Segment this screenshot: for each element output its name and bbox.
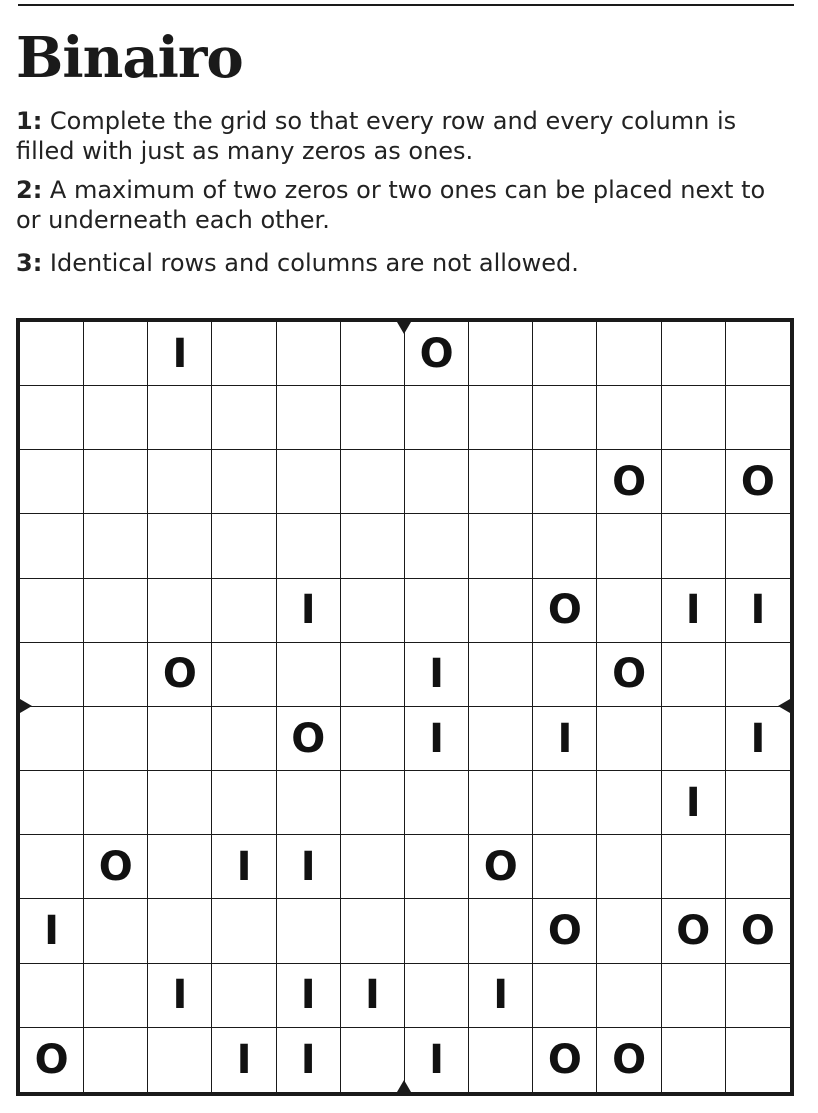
grid-cell[interactable] xyxy=(20,707,84,771)
grid-cell[interactable]: I xyxy=(277,1028,341,1092)
grid-cell[interactable] xyxy=(533,322,597,386)
grid-cell[interactable] xyxy=(341,771,405,835)
grid-cell[interactable] xyxy=(533,643,597,707)
grid-cell[interactable] xyxy=(277,643,341,707)
grid-cell[interactable] xyxy=(277,514,341,578)
grid-cell[interactable] xyxy=(148,386,212,450)
grid-cell[interactable] xyxy=(662,835,726,899)
grid-cell[interactable]: I xyxy=(533,707,597,771)
grid-cell[interactable]: O xyxy=(469,835,533,899)
grid-cell[interactable] xyxy=(597,899,661,963)
grid-cell[interactable] xyxy=(597,964,661,1028)
grid-cell[interactable]: I xyxy=(212,1028,276,1092)
grid-cell[interactable] xyxy=(212,514,276,578)
grid-cell[interactable]: I xyxy=(20,899,84,963)
grid-cell[interactable] xyxy=(277,771,341,835)
grid-cell[interactable] xyxy=(148,771,212,835)
grid-cell[interactable] xyxy=(469,899,533,963)
grid-cell[interactable] xyxy=(405,899,469,963)
grid-cell[interactable] xyxy=(341,386,405,450)
grid-cell[interactable]: O xyxy=(597,450,661,514)
grid-cell[interactable] xyxy=(469,643,533,707)
grid-cell[interactable]: O xyxy=(533,1028,597,1092)
grid-cell[interactable] xyxy=(84,771,148,835)
grid-cell[interactable] xyxy=(469,514,533,578)
grid-cell[interactable] xyxy=(212,643,276,707)
grid-cell[interactable] xyxy=(469,771,533,835)
grid-cell[interactable]: O xyxy=(84,835,148,899)
grid-cell[interactable] xyxy=(20,450,84,514)
grid-cell[interactable] xyxy=(84,707,148,771)
grid-cell[interactable]: O xyxy=(533,579,597,643)
puzzle-grid xyxy=(16,318,794,1096)
grid-cell[interactable] xyxy=(726,514,790,578)
grid-cell[interactable] xyxy=(341,707,405,771)
grid-cell[interactable] xyxy=(726,1028,790,1092)
rule-number: 3: xyxy=(16,249,43,277)
grid-cell[interactable] xyxy=(212,386,276,450)
grid-cell[interactable] xyxy=(597,322,661,386)
puzzle-title: Binairo xyxy=(16,25,243,91)
grid-cell[interactable] xyxy=(533,835,597,899)
grid-cell[interactable] xyxy=(597,835,661,899)
grid-cell[interactable] xyxy=(84,386,148,450)
grid-cell[interactable] xyxy=(405,964,469,1028)
grid-cell[interactable] xyxy=(212,899,276,963)
grid-cell[interactable] xyxy=(597,386,661,450)
center-marker-bottom-icon xyxy=(397,1080,411,1092)
grid-cell[interactable]: O xyxy=(148,643,212,707)
grid-cell[interactable] xyxy=(597,514,661,578)
grid-cell[interactable] xyxy=(341,1028,405,1092)
grid-cell[interactable]: O xyxy=(726,899,790,963)
grid-cell[interactable] xyxy=(726,835,790,899)
grid-cell[interactable] xyxy=(533,514,597,578)
grid-cell[interactable] xyxy=(662,322,726,386)
grid-cell[interactable] xyxy=(662,386,726,450)
grid-cell[interactable] xyxy=(597,771,661,835)
grid-cell[interactable]: I xyxy=(277,579,341,643)
grid-cell[interactable] xyxy=(20,771,84,835)
grid-cell[interactable] xyxy=(20,964,84,1028)
rule-3 xyxy=(16,248,796,278)
grid-cell[interactable] xyxy=(148,450,212,514)
grid-cell[interactable]: O xyxy=(277,707,341,771)
grid-cell[interactable]: I xyxy=(341,964,405,1028)
grid-cell[interactable] xyxy=(20,643,84,707)
grid-cell[interactable] xyxy=(84,1028,148,1092)
grid-cell[interactable]: O xyxy=(533,899,597,963)
grid-cell[interactable] xyxy=(212,771,276,835)
grid-cell[interactable]: I xyxy=(726,707,790,771)
grid-cell[interactable] xyxy=(277,322,341,386)
grid-cell[interactable] xyxy=(469,322,533,386)
grid-cell[interactable] xyxy=(84,514,148,578)
grid-cell[interactable] xyxy=(148,514,212,578)
grid-cell[interactable] xyxy=(148,707,212,771)
grid-cell[interactable] xyxy=(726,386,790,450)
grid-cell[interactable] xyxy=(405,579,469,643)
rule-text: Identical rows and columns are not allowed. xyxy=(42,249,579,277)
grid-cell[interactable]: I xyxy=(277,835,341,899)
top-divider xyxy=(18,4,794,6)
grid-cell[interactable] xyxy=(341,579,405,643)
grid-cell[interactable] xyxy=(341,514,405,578)
grid-cell[interactable] xyxy=(212,964,276,1028)
grid-cell[interactable] xyxy=(597,579,661,643)
center-marker-left-icon xyxy=(20,699,32,713)
grid-cell[interactable] xyxy=(84,579,148,643)
grid-cell[interactable] xyxy=(726,771,790,835)
grid-cell[interactable] xyxy=(469,1028,533,1092)
grid-cell[interactable] xyxy=(212,707,276,771)
grid-cell[interactable] xyxy=(341,450,405,514)
grid-cell[interactable]: O xyxy=(726,450,790,514)
grid-cell[interactable] xyxy=(341,835,405,899)
grid-cell[interactable] xyxy=(533,450,597,514)
grid-cell[interactable] xyxy=(20,835,84,899)
grid-cell[interactable] xyxy=(148,579,212,643)
grid-cell[interactable] xyxy=(212,579,276,643)
grid-cell[interactable] xyxy=(662,514,726,578)
grid-cell[interactable] xyxy=(469,707,533,771)
rule-text: Complete the grid so that every row and every column is filled with just as many zeros as ones. xyxy=(16,107,737,165)
grid-cell[interactable] xyxy=(662,1028,726,1092)
grid-cell[interactable] xyxy=(662,707,726,771)
grid-cell[interactable]: I xyxy=(148,964,212,1028)
grid-cell[interactable] xyxy=(277,899,341,963)
rule-2 xyxy=(16,175,796,235)
grid-cell[interactable] xyxy=(20,386,84,450)
grid-cell[interactable] xyxy=(662,643,726,707)
grid-cell[interactable] xyxy=(405,771,469,835)
grid-cell[interactable] xyxy=(84,643,148,707)
grid-cell[interactable]: I xyxy=(726,579,790,643)
rule-number: 2: xyxy=(16,176,43,204)
grid-cell[interactable] xyxy=(84,450,148,514)
grid-cell[interactable] xyxy=(405,450,469,514)
rule-1 xyxy=(16,106,796,166)
grid-cell[interactable]: I xyxy=(148,322,212,386)
grid-cell[interactable]: O xyxy=(597,643,661,707)
grid-cell[interactable] xyxy=(20,579,84,643)
grid-cell[interactable] xyxy=(469,579,533,643)
grid-cell[interactable] xyxy=(148,899,212,963)
grid-cell[interactable]: O xyxy=(597,1028,661,1092)
grid-cell[interactable] xyxy=(212,450,276,514)
grid-cell[interactable] xyxy=(84,322,148,386)
grid-cell[interactable] xyxy=(405,835,469,899)
grid-cell[interactable] xyxy=(597,707,661,771)
center-marker-top-icon xyxy=(397,322,411,334)
grid-cell[interactable]: I xyxy=(662,771,726,835)
grid-cell[interactable] xyxy=(726,643,790,707)
grid-cell[interactable]: I xyxy=(405,643,469,707)
grid-cell[interactable]: I xyxy=(212,835,276,899)
grid-cell[interactable]: I xyxy=(405,1028,469,1092)
grid-cell[interactable] xyxy=(533,964,597,1028)
rule-number: 1: xyxy=(16,107,43,135)
grid-cell[interactable] xyxy=(148,835,212,899)
grid-cell[interactable] xyxy=(148,1028,212,1092)
grid-cell[interactable]: I xyxy=(405,707,469,771)
grid-cell[interactable]: I xyxy=(662,579,726,643)
grid-cell[interactable] xyxy=(405,386,469,450)
grid-cell[interactable]: O xyxy=(405,322,469,386)
grid-cell[interactable] xyxy=(341,322,405,386)
grid-cell[interactable] xyxy=(341,643,405,707)
grid-cell[interactable] xyxy=(533,771,597,835)
grid-cell[interactable]: I xyxy=(277,964,341,1028)
grid-cell[interactable] xyxy=(469,386,533,450)
grid-cell[interactable] xyxy=(20,322,84,386)
center-marker-right-icon xyxy=(778,699,790,713)
grid-cell[interactable] xyxy=(662,450,726,514)
grid-cell[interactable] xyxy=(341,899,405,963)
grid-cell[interactable]: O xyxy=(662,899,726,963)
grid-cell[interactable]: I xyxy=(469,964,533,1028)
grid-cell[interactable] xyxy=(726,964,790,1028)
grid-cell[interactable] xyxy=(84,899,148,963)
grid-cell[interactable] xyxy=(469,450,533,514)
grid-cell[interactable] xyxy=(212,322,276,386)
grid-cell[interactable] xyxy=(277,386,341,450)
grid-cell[interactable] xyxy=(84,964,148,1028)
rule-text: A maximum of two zeros or two ones can be placed next to or underneath each other. xyxy=(16,176,766,234)
grid-cell[interactable] xyxy=(405,514,469,578)
grid-cell[interactable] xyxy=(20,514,84,578)
grid-cell[interactable] xyxy=(277,450,341,514)
grid-cell[interactable] xyxy=(533,386,597,450)
grid-cell[interactable] xyxy=(726,322,790,386)
grid-cell[interactable]: O xyxy=(20,1028,84,1092)
grid-cell[interactable] xyxy=(662,964,726,1028)
